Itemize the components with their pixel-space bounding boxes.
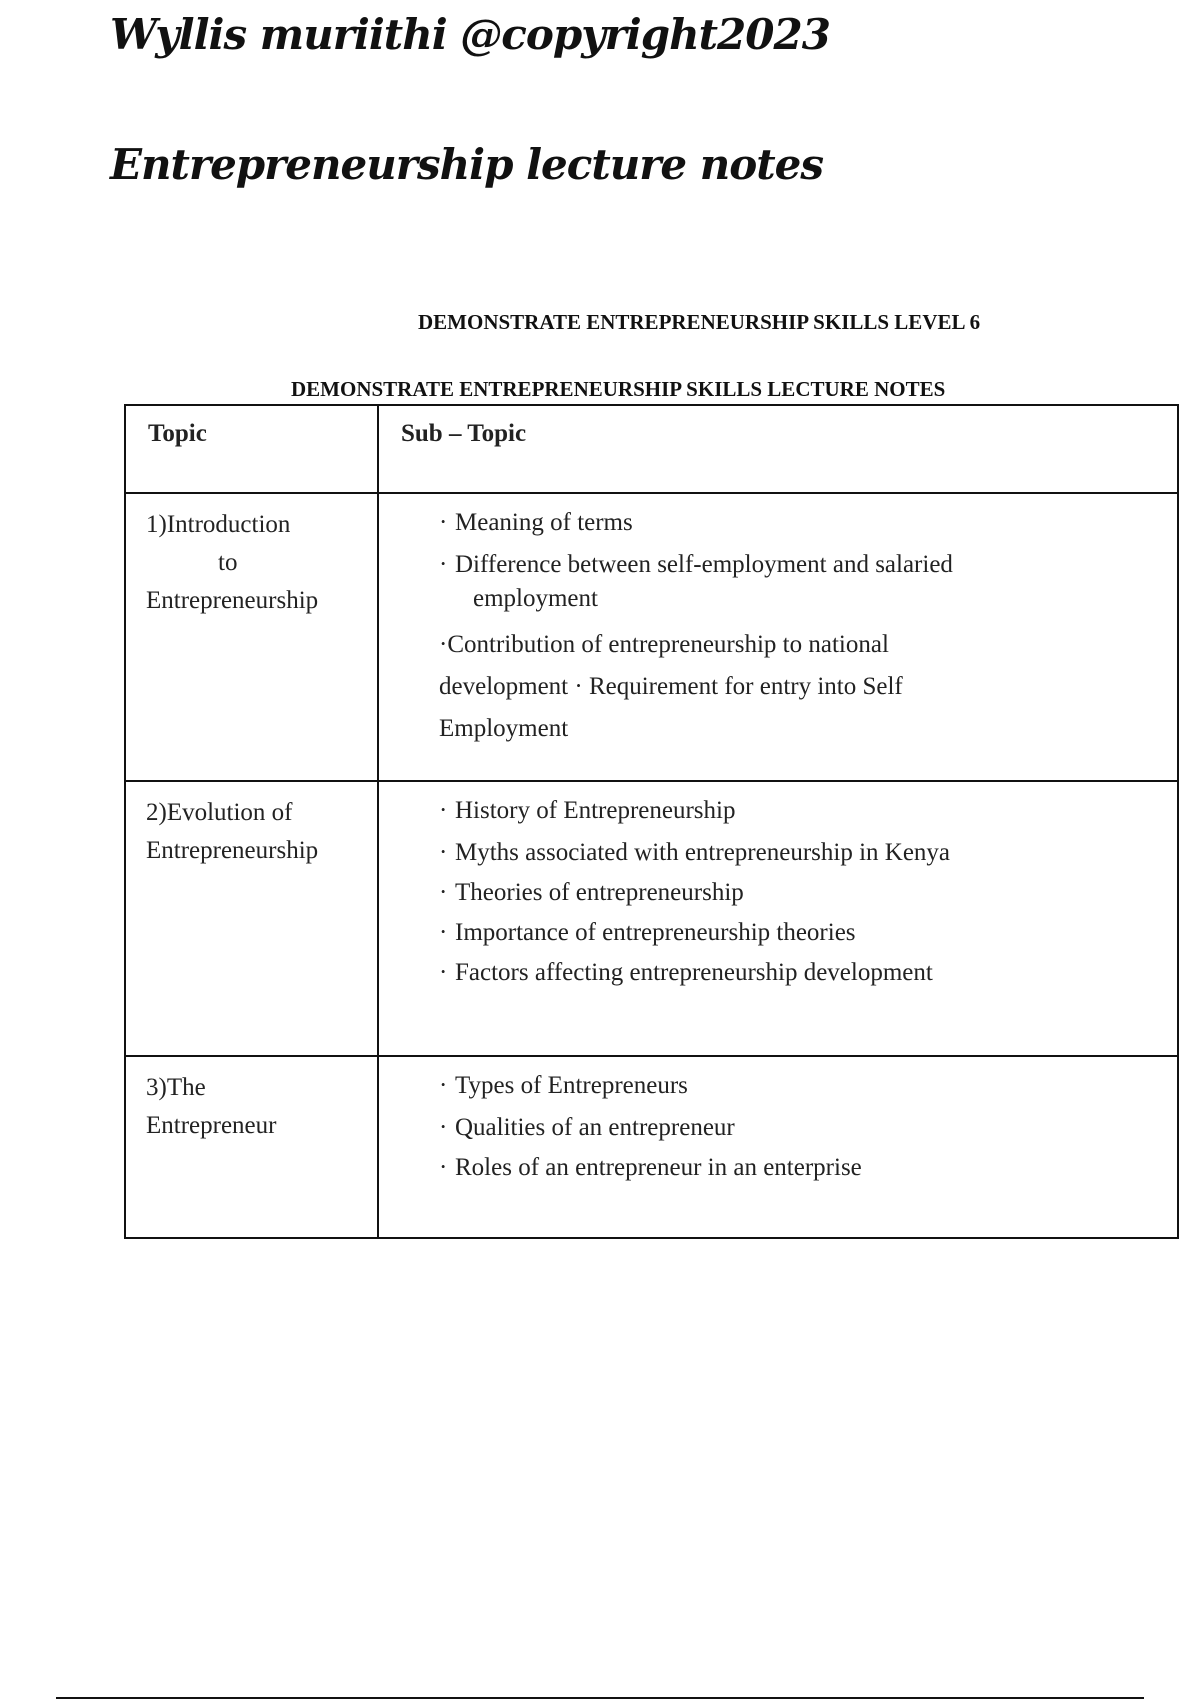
subtopic-column-header	[378, 405, 1178, 493]
topic-line: to	[218, 549, 238, 576]
topic-cell	[125, 1056, 378, 1238]
bullet-glyph: ·	[439, 919, 448, 946]
subtopic-item	[439, 1111, 1167, 1145]
subtopic-item	[439, 624, 1167, 750]
bullet-glyph: ·	[439, 797, 448, 824]
subtopic-cell	[378, 1056, 1178, 1238]
subtopic-text: Roles of an entrepreneur in an enterprise	[455, 1154, 862, 1181]
topic-header-label: Topic	[148, 420, 207, 447]
subtopic-text: Factors affecting entrepreneurship development	[455, 959, 933, 986]
topic-cell	[125, 781, 378, 1056]
subtopic-continuation: employment	[473, 585, 598, 612]
table-row	[125, 493, 1178, 781]
document-title: Entrepreneurship lecture notes	[110, 140, 824, 189]
bullet-glyph: ·	[439, 1072, 448, 1099]
subtopic-text: Contribution of entrepreneurship to national	[447, 631, 889, 658]
subtopic-text: Myths associated with entrepreneurship in Kenya	[455, 839, 951, 866]
subtopic-header-label: Sub – Topic	[401, 420, 527, 447]
subtopic-text: Difference between self-employment and salaried	[455, 551, 953, 578]
subtopic-text: Meaning of terms	[455, 509, 633, 536]
bullet-glyph: ·	[439, 551, 448, 578]
subtopic-item	[439, 836, 1167, 870]
subtopic-cell	[378, 781, 1178, 1056]
table-row	[125, 1056, 1178, 1238]
topic-line: Entrepreneur	[146, 1112, 277, 1139]
topics-table	[124, 404, 1179, 1239]
topic-cell	[125, 493, 378, 781]
bullet-glyph: ·	[439, 1154, 448, 1181]
subtopic-item	[439, 506, 1167, 540]
bullet-glyph: ·	[439, 631, 448, 658]
bullet-glyph: ·	[439, 839, 448, 866]
bullet-glyph: ·	[439, 509, 448, 536]
bullet-glyph: ·	[439, 959, 448, 986]
bullet-glyph: ·	[439, 1114, 448, 1141]
subtopic-cell	[378, 493, 1178, 781]
subtopic-text: Theories of entrepreneurship	[455, 879, 744, 906]
bullet-glyph: ·	[439, 879, 448, 906]
subtopic-text: Qualities of an entrepreneur	[455, 1114, 735, 1141]
subtopic-text: History of Entrepreneurship	[455, 797, 736, 824]
topic-line: Entrepreneurship	[146, 837, 319, 864]
subtopic-item	[439, 876, 1167, 910]
subtopic-item	[439, 548, 1167, 616]
subtopic-text: Types of Entrepreneurs	[455, 1072, 688, 1099]
subtopic-item	[439, 956, 1167, 990]
subtopic-item	[439, 794, 1167, 828]
subtopic-item	[439, 1069, 1167, 1103]
subtopic-text: Importance of entrepreneurship theories	[455, 919, 856, 946]
table-row	[125, 781, 1178, 1056]
topic-line: 1)Introduction	[146, 511, 291, 538]
subtopic-text: Employment	[439, 715, 569, 742]
notes-heading: DEMONSTRATE ENTREPRENEURSHIP SKILLS LECTURE NOTES	[291, 377, 946, 401]
table-header-row	[125, 405, 1178, 493]
subtopic-item	[439, 1151, 1167, 1185]
course-heading: DEMONSTRATE ENTREPRENEURSHIP SKILLS LEVEL 6	[418, 310, 981, 334]
page-bottom-rule	[56, 1697, 1144, 1699]
subtopic-text: development · Requirement for entry into Self	[439, 673, 903, 700]
topic-line: Entrepreneurship	[146, 587, 319, 614]
topic-column-header	[125, 405, 378, 493]
topic-line: 3)The	[146, 1074, 206, 1101]
topic-line: 2)Evolution of	[146, 799, 293, 826]
subtopic-item	[439, 916, 1167, 950]
author-copyright-line: Wyllis muriithi @copyright2023	[110, 10, 830, 59]
